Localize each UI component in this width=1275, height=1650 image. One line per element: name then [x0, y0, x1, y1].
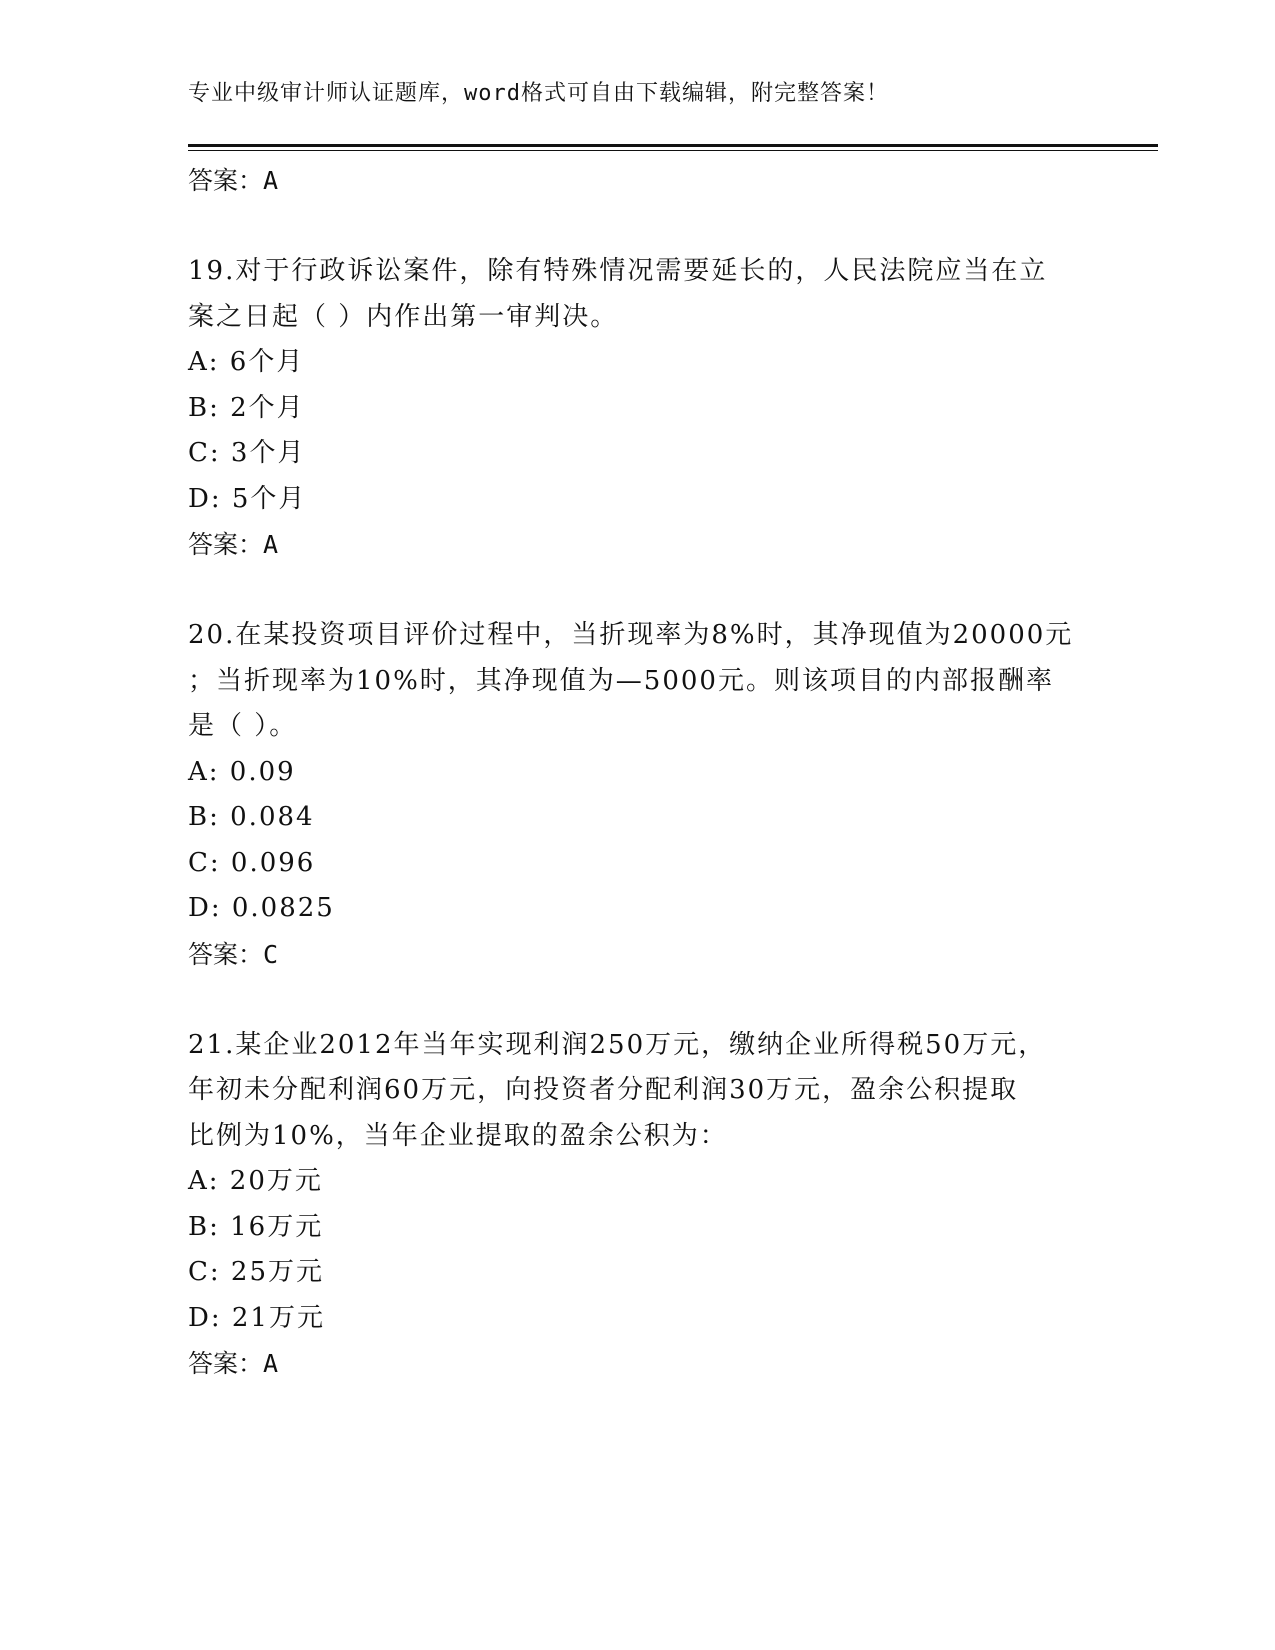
document-body [188, 158, 1088, 1387]
question-stem-line: 20.在某投资项目评价过程中，当折现率为8%时，其净现值为20000元 [188, 620, 1074, 650]
question-stem-line: 是（ ）。 [188, 711, 298, 741]
option-a: A: 20万元 [188, 1166, 323, 1196]
question-21 [188, 1023, 1088, 1387]
option-d: D: 21万元 [188, 1302, 325, 1333]
header-rule-thin [188, 150, 1158, 151]
option-c: C: 3个月 [188, 438, 306, 468]
question-stem-line: 19.对于行政诉讼案件，除有特殊情况需要延长的，人民法院应当在立 [188, 256, 1048, 286]
question-stem-line: ；当折现率为10%时，其净现值为—5000元。则该项目的内部报酬率 [188, 665, 1054, 696]
question-stem-line: 案之日起（ ）内作出第一审判决。 [188, 301, 619, 332]
option-a: A: 6个月 [188, 347, 305, 377]
question-stem-line: 比例为10%，当年企业提取的盈余公积为： [188, 1120, 728, 1151]
question-20 [188, 613, 1088, 977]
option-d: D: 0.0825 [188, 893, 335, 923]
answer-q21: 答案：A [188, 1349, 279, 1378]
page-header: 专业中级审计师认证题库，word格式可自由下载编辑，附完整答案！ [188, 81, 889, 106]
option-b: B: 2个月 [188, 392, 305, 423]
option-b: B: 0.084 [188, 802, 315, 832]
answer-q18: 答案：A [188, 166, 279, 195]
option-d: D: 5个月 [188, 483, 307, 514]
option-a: A: 0.09 [188, 756, 296, 787]
question-stem-line: 年初未分配利润60万元，向投资者分配利润30万元，盈余公积提取 [188, 1075, 1019, 1105]
answer-q20: 答案：C [188, 939, 279, 969]
option-c: C: 0.096 [188, 847, 316, 878]
option-c: C: 25万元 [188, 1257, 325, 1287]
question-19 [188, 249, 1088, 568]
header-rule-thick [188, 144, 1158, 147]
answer-q19: 答案：A [188, 530, 279, 559]
question-stem-line: 21.某企业2012年当年实现利润250万元，缴纳企业所得税50万元， [188, 1029, 1047, 1060]
option-b: B: 16万元 [188, 1211, 324, 1242]
